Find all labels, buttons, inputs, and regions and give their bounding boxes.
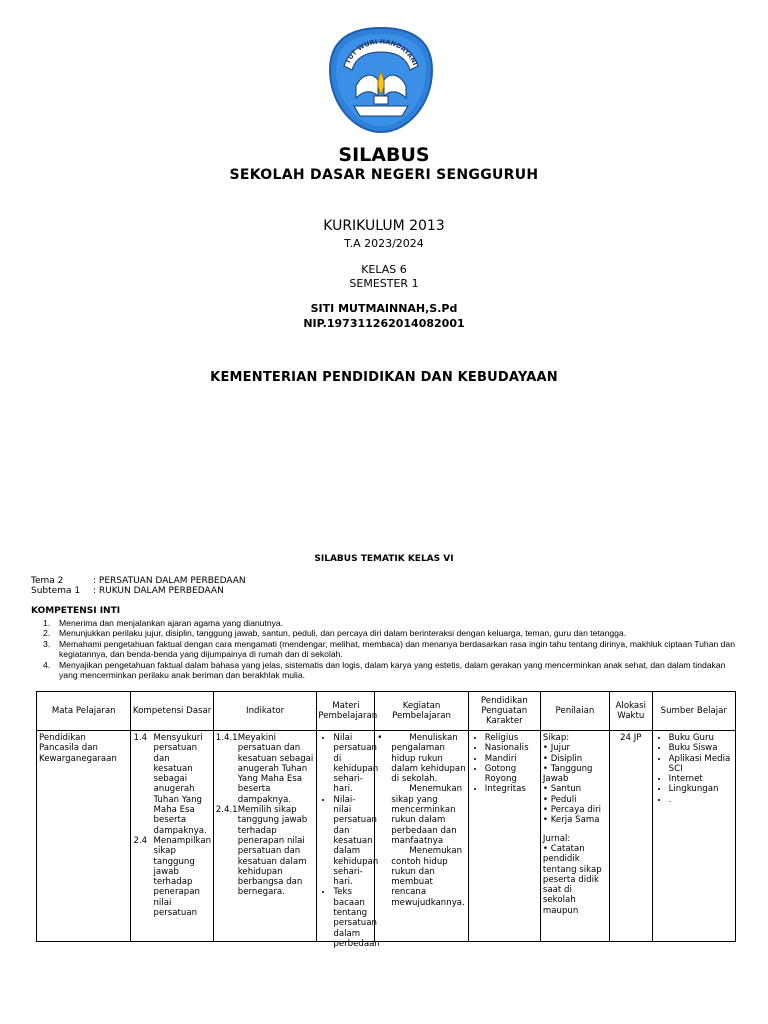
materi-item: • Teks bacaan tentang persatuan dalam perbedaan — [333, 887, 372, 949]
list-text: Memahami pengetahuan faktual dengan cara mengamati (mendengar, melihat, membaca) dan menanya berdasarkan rasa ingin tahu tentang dirinya, makhluk ciptaan Tuhan dan kegiatannya, dan benda-benda yang dijumpainya di rumah dan di sekolah. — [59, 638, 735, 660]
cell-kegiatan — [375, 731, 468, 942]
list-item — [31, 639, 741, 660]
teacher-nip: NIP.197311262014082001 — [303, 317, 465, 330]
header-materi: Materi Pembelajaran — [317, 692, 375, 731]
cell-alokasi — [609, 731, 652, 942]
kd-number: 2.4 — [133, 835, 148, 846]
bullet-icon: • — [377, 733, 383, 743]
kd-text: Mensyukuri persatuan dan kesatuan sebagai anugerah Tuhan Yang Maha Esa beserta dampaknya. — [153, 733, 207, 836]
header-karakter: Pendidikan Penguatan Karakter — [468, 692, 540, 731]
section-title: SILABUS TEMATIK KELAS VI — [314, 554, 454, 564]
table-header-row — [37, 692, 736, 731]
cell-sumber — [652, 731, 735, 942]
materi-item: • Nilai persatuan di kehidupan sehari-hari. — [333, 733, 372, 795]
sikap-item: • Santun — [542, 784, 582, 795]
logo-text: TUT WURI HANDAYANI — [343, 37, 419, 67]
subtema-value: : RUKUN DALAM PERBEDAAN — [93, 586, 224, 596]
list-number: 2. — [43, 628, 51, 639]
teacher-name: SITI MUTMAINNAH,S.Pd — [310, 302, 458, 315]
ministry-name: KEMENTERIAN PENDIDIKAN DAN KEBUDAYAAN — [210, 370, 558, 385]
sikap-item: • Percaya diri — [542, 805, 602, 816]
karakter-item: • Gotong Royong — [485, 764, 538, 785]
header-mata-pelajaran: Mata Pelajaran — [37, 692, 131, 731]
tema-row — [31, 576, 246, 586]
academic-year: T.A 2023/2024 — [344, 237, 424, 250]
cell-kd — [131, 731, 213, 942]
subtema-label: Subtema 1 — [31, 586, 81, 596]
class-label: KELAS 6 — [361, 263, 407, 276]
sumber-item: • Internet — [669, 774, 733, 784]
header-kompetensi-dasar: Kompetensi Dasar — [131, 692, 213, 731]
cell-indikator — [213, 731, 317, 942]
karakter-item: • Mandiri — [485, 754, 538, 764]
school-name: SEKOLAH DASAR NEGERI SENGGURUH — [229, 167, 539, 183]
sikap-item: • Kerja Sama — [542, 815, 600, 826]
semester-label: SEMESTER 1 — [349, 277, 419, 290]
indikator-item — [216, 805, 315, 898]
tut-wuri-handayani-logo — [326, 26, 436, 134]
list-text: Menyajikan pengetahuan faktual dalam bahasa yang jelas, sistematis dan logis, dalam karya yang estetis, dalam gerakan yang mencerminkan anak sehat, dan dalam tindakan yang mencerminkan perilaku anak beriman dan berakhlak mulia. — [59, 659, 726, 681]
sikap-label: Sikap: — [542, 733, 570, 743]
header-sumber: Sumber Belajar — [652, 692, 735, 731]
sumber-item: • Lingkungan — [669, 784, 733, 794]
kd-number: 1.4 — [133, 733, 148, 743]
mapel-text: Pendidikan Pancasila dan Kewarganegaraan — [39, 733, 117, 764]
kegiatan-item — [377, 733, 465, 784]
sikap-item: • Tanggung Jawab — [542, 763, 593, 785]
kompetensi-inti-title: KOMPETENSI INTI — [31, 606, 121, 616]
kompetensi-inti-list — [31, 618, 741, 680]
header-alokasi: Alokasi Waktu — [609, 692, 652, 731]
list-text: Menunjukkan perilaku jujur, disiplin, tanggung jawab, santun, peduli, dan percaya diri dalam berinteraksi dengan keluarga, teman, guru dan tetangga. — [59, 628, 627, 639]
kegiatan-text: Menuliskan pengalaman hidup rukun dalam kehidupan di sekolah. — [391, 733, 466, 785]
subtema-row — [31, 586, 224, 596]
cell-mapel — [37, 731, 131, 942]
sikap-item: • Jujur — [542, 743, 571, 754]
table-row — [37, 731, 736, 942]
kegiatan-text: Menemukan contoh hidup rukun dan membuat rencana mewujudkannya. — [391, 846, 465, 908]
header-penilaian: Penilaian — [540, 692, 609, 731]
list-text: Menerima dan menjalankan ajaran agama yang dianutnya. — [59, 618, 284, 628]
header-indikator: Indikator — [213, 692, 317, 731]
indikator-text: Meyakini persatuan dan kesatuan sebagai anugerah Tuhan Yang Maha Esa beserta dampaknya. — [237, 733, 314, 805]
tema-value: : PERSATUAN DALAM PERBEDAAN — [93, 576, 246, 586]
kd-item — [133, 836, 210, 918]
indikator-number: 1.4.1 — [215, 733, 238, 743]
sumber-item: • Buku Guru — [669, 733, 733, 743]
list-number: 3. — [43, 638, 51, 649]
karakter-item: • Religius — [485, 733, 538, 743]
document-title: SILABUS — [338, 144, 430, 166]
karakter-item: • Nasionalis — [485, 743, 538, 753]
indikator-number: 2.4.1 — [215, 805, 238, 816]
sumber-item: • Aplikasi Media SCI — [669, 754, 733, 775]
jurnal-label: Jurnal: — [542, 833, 571, 844]
sumber-item: • Buku Siswa — [669, 743, 733, 753]
cell-karakter — [468, 731, 540, 942]
header-kegiatan: Kegiatan Pembelajaran — [375, 692, 468, 731]
curriculum: KURIKULUM 2013 — [323, 218, 445, 234]
jurnal-item: • Catatan pendidik tentang sikap peserta didik saat di sekolah maupun — [542, 843, 602, 916]
kegiatan-text: Menemukan sikap yang mencerminkan rukun dalam perbedaan dan manfaatnya — [391, 784, 463, 846]
sumber-item: • . — [669, 795, 733, 805]
indikator-text: Memilih sikap tanggung jawab terhadap penerapan nilai persatuan dan kesatuan dalam kehidupan berbangsa dan bernegara. — [237, 805, 308, 898]
cell-penilaian — [540, 731, 609, 942]
kegiatan-item — [377, 784, 465, 846]
sikap-item: • Disiplin — [542, 753, 583, 764]
list-item — [31, 660, 741, 681]
list-item — [31, 618, 741, 628]
silabus-table — [36, 691, 736, 949]
kegiatan-item — [377, 846, 465, 908]
alokasi-text: 24 JP — [620, 733, 642, 743]
list-number: 1. — [43, 618, 51, 628]
tema-label: Tema 2 — [31, 576, 64, 586]
materi-item: • Nilai- nilai persatuan dan kesatuan dalam kehidupan sehari-hari. — [333, 795, 372, 888]
list-number: 4. — [43, 659, 51, 670]
kd-item — [133, 733, 210, 836]
karakter-item: • Integritas — [485, 784, 538, 794]
list-item — [31, 628, 741, 638]
cell-materi — [317, 731, 380, 949]
sikap-item: • Peduli — [542, 794, 577, 805]
indikator-item — [216, 733, 315, 805]
kd-text: Menampilkan sikap tanggung jawab terhadap penerapan nilai persatuan — [153, 835, 212, 919]
